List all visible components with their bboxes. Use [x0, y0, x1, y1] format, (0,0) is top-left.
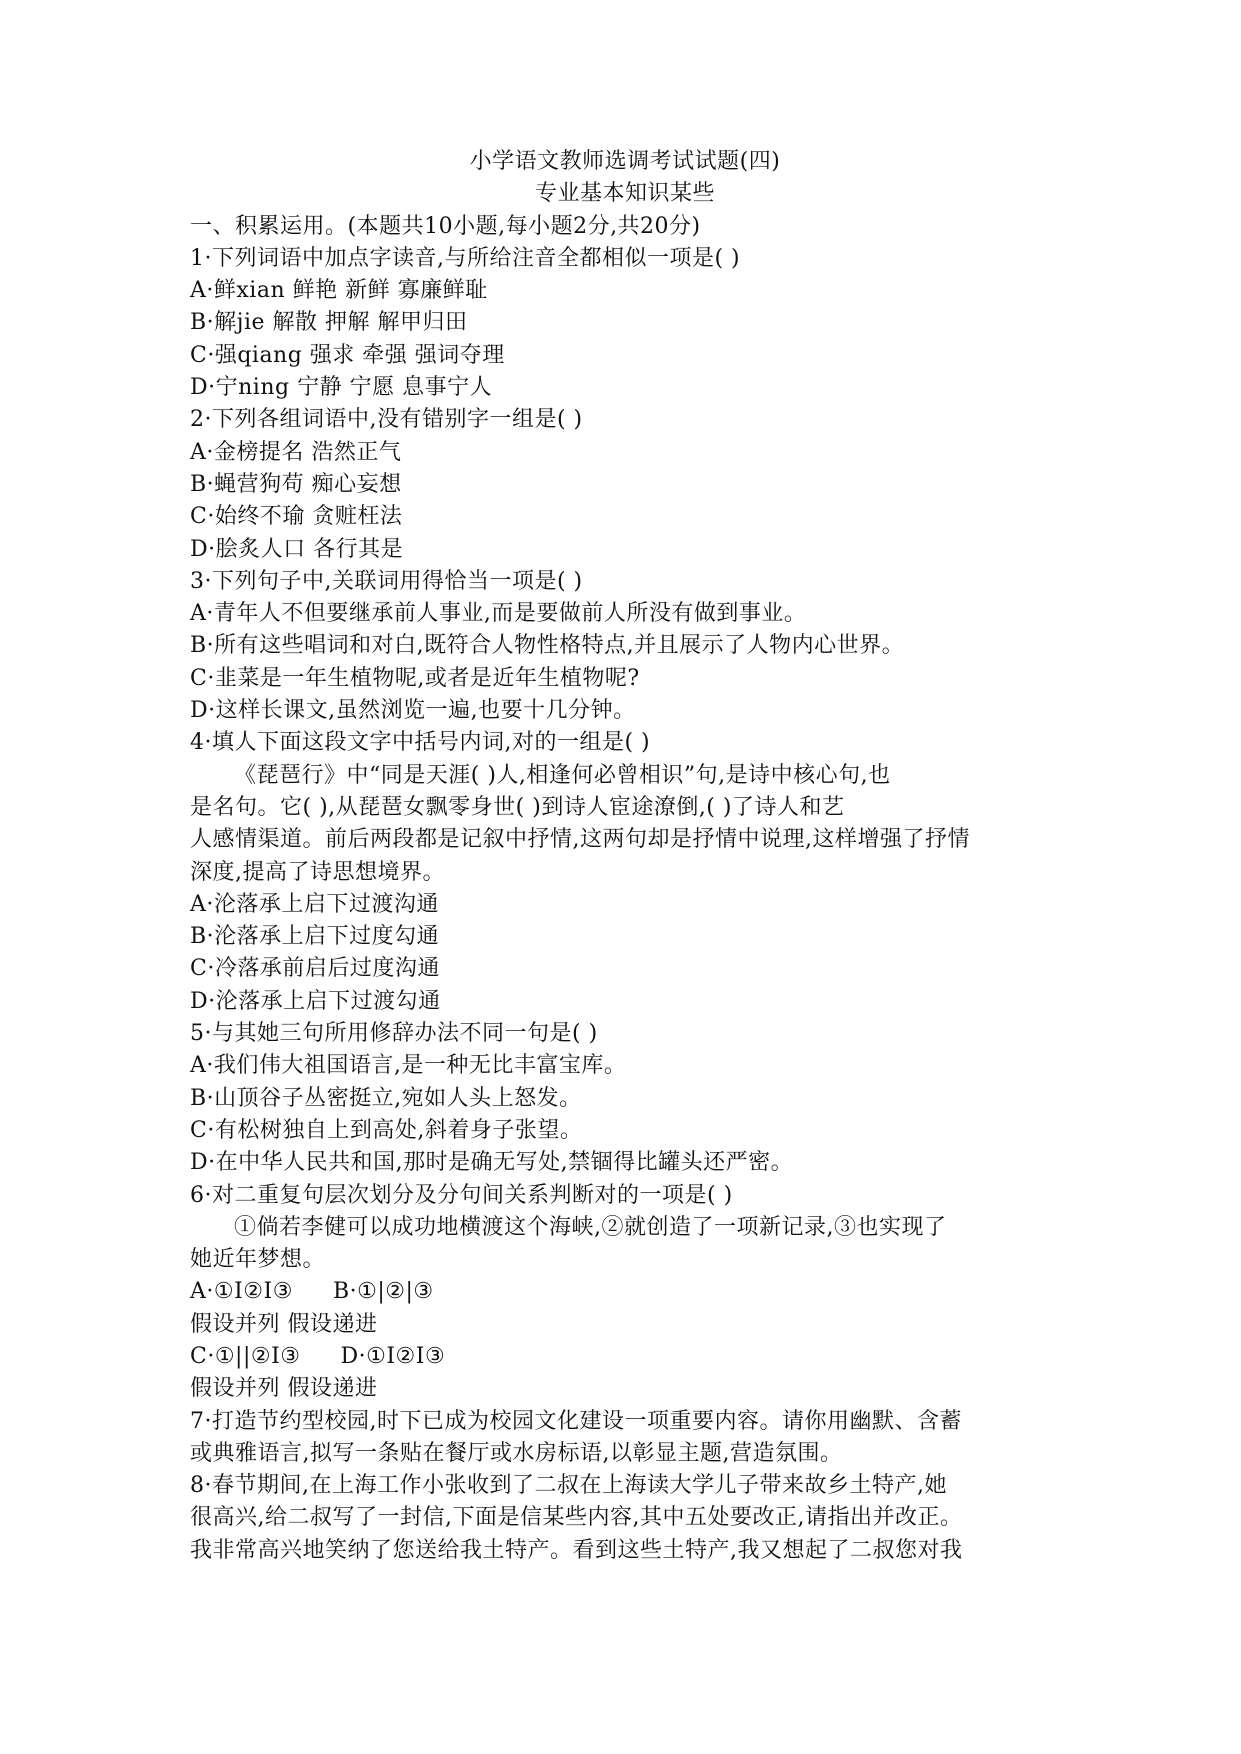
question-1-option-a: A·鲜xian 鲜艳 新鲜 寡廉鲜耻: [190, 278, 488, 304]
question-4-option-a: A·沦落承上启下过渡沟通: [190, 891, 439, 917]
question-6-option-a: A·①I②I③: [190, 1279, 293, 1305]
question-2-option-d: D·脍炙人口 各行其是: [190, 536, 404, 562]
question-5-option-b: B·山顶谷子丛密挺立,宛如人头上怒发。: [190, 1085, 582, 1111]
document-title: 小学语文教师选调考试试题(四): [469, 149, 781, 174]
question-5-stem: 5·与其她三句所用修辞办法不同一句是( ): [190, 1021, 598, 1047]
question-6-note-ab: 假设并列 假设递进: [190, 1311, 378, 1337]
question-4-passage-line: 深度,提高了诗思想境界。: [190, 859, 445, 885]
question-6-note-cd: 假设并列 假设递进: [190, 1376, 378, 1402]
question-2-option-c: C·始终不瑜 贪赃枉法: [190, 504, 403, 530]
question-4-passage-line: 是名句。它( ),从琵琶女飘零身世( )到诗人宦途潦倒,( )了诗人和艺: [190, 794, 845, 820]
question-7-line: 7·打造节约型校园,时下已成为校园文化建设一项重要内容。请你用幽默、含蓄: [190, 1408, 962, 1434]
question-6-options-cd: [190, 1341, 1060, 1373]
question-3-option-a: A·青年人不但要继承前人事业,而是要做前人所没有做到事业。: [190, 601, 807, 627]
question-4-option-c: C·冷落承前启后过度沟通: [190, 956, 440, 982]
question-8-line: 8·春节期间,在上海工作小张收到了二叔在上海读大学儿子带来故乡土特产,她: [190, 1473, 947, 1499]
question-4-passage-line: 《琵琶行》中“同是天涯( )人,相逢何必曾相识”句,是诗中核心句,也: [234, 762, 891, 788]
question-6-options-ab: [190, 1276, 1060, 1308]
question-5-option-c: C·有松树独自上到高处,斜着身子张望。: [190, 1117, 583, 1143]
question-3-option-c: C·韭菜是一年生植物呢,或者是近年生植物呢?: [190, 665, 640, 691]
question-8-line: 我非常高兴地笑纳了您送给我土特产。看到这些土特产,我又想起了二叔您对我: [190, 1537, 963, 1563]
question-6-stem: 6·对二重复句层次划分及分句间关系判断对的一项是( ): [190, 1182, 733, 1208]
question-1-stem: 1·下列词语中加点字读音,与所给注音全都相似一项是( ): [190, 245, 741, 271]
question-6-sentence-line: 她近年梦想。: [190, 1247, 326, 1273]
section-heading: 一、积累运用。(本题共10小题,每小题2分,共20分): [190, 213, 701, 239]
question-2-option-b: B·蝇营狗苟 痴心妄想: [190, 471, 402, 497]
document-subtitle: 专业基本知识某些: [534, 181, 715, 207]
question-6-option-c: C·①||②I③: [190, 1343, 301, 1369]
question-5-option-d: D·在中华人民共和国,那时是确无写处,禁锢得比罐头还严密。: [190, 1150, 794, 1176]
document-page: [190, 146, 1060, 1567]
question-2-stem: 2·下列各组词语中,没有错别字一组是( ): [190, 407, 583, 433]
question-6-sentence-line: ①倘若李健可以成功地横渡这个海峡,②就创造了一项新记录,③也实现了: [234, 1214, 947, 1240]
question-7-line: 或典雅语言,拟写一条贴在餐厅或水房标语,以彰显主题,营造氛围。: [190, 1440, 843, 1466]
question-6-option-b: B·①|②|③: [332, 1279, 434, 1305]
question-4-option-b: B·沦落承上启下过度勾通: [190, 924, 440, 950]
question-6-option-d: D·①I②I③: [340, 1343, 446, 1369]
question-1-option-d: D·宁ning 宁静 宁愿 息事宁人: [190, 375, 493, 401]
question-1-option-b: B·解jie 解散 押解 解甲归田: [190, 310, 468, 336]
question-2-option-a: A·金榜提名 浩然正气: [190, 439, 402, 465]
question-8-line: 很高兴,给二叔写了一封信,下面是信某些内容,其中五处要改正,请指出并改正。: [190, 1505, 963, 1531]
question-4-stem: 4·填人下面这段文字中括号内词,对的一组是( ): [190, 730, 651, 756]
question-3-option-d: D·这样长课文,虽然浏览一遍,也要十几分钟。: [190, 698, 636, 724]
question-3-option-b: B·所有这些唱词和对白,既符合人物性格特点,并且展示了人物内心世界。: [190, 633, 905, 659]
question-1-option-c: C·强qiang 强求 牵强 强词夺理: [190, 342, 505, 368]
question-4-passage-line: 人感情渠道。前后两段都是记叙中抒情,这两句却是抒情中说理,这样增强了抒情: [190, 827, 970, 853]
question-3-stem: 3·下列句子中,关联词用得恰当一项是( ): [190, 568, 583, 594]
question-4-option-d: D·沦落承上启下过渡勾通: [190, 988, 441, 1014]
question-5-option-a: A·我们伟大祖国语言,是一种无比丰富宝库。: [190, 1053, 627, 1079]
